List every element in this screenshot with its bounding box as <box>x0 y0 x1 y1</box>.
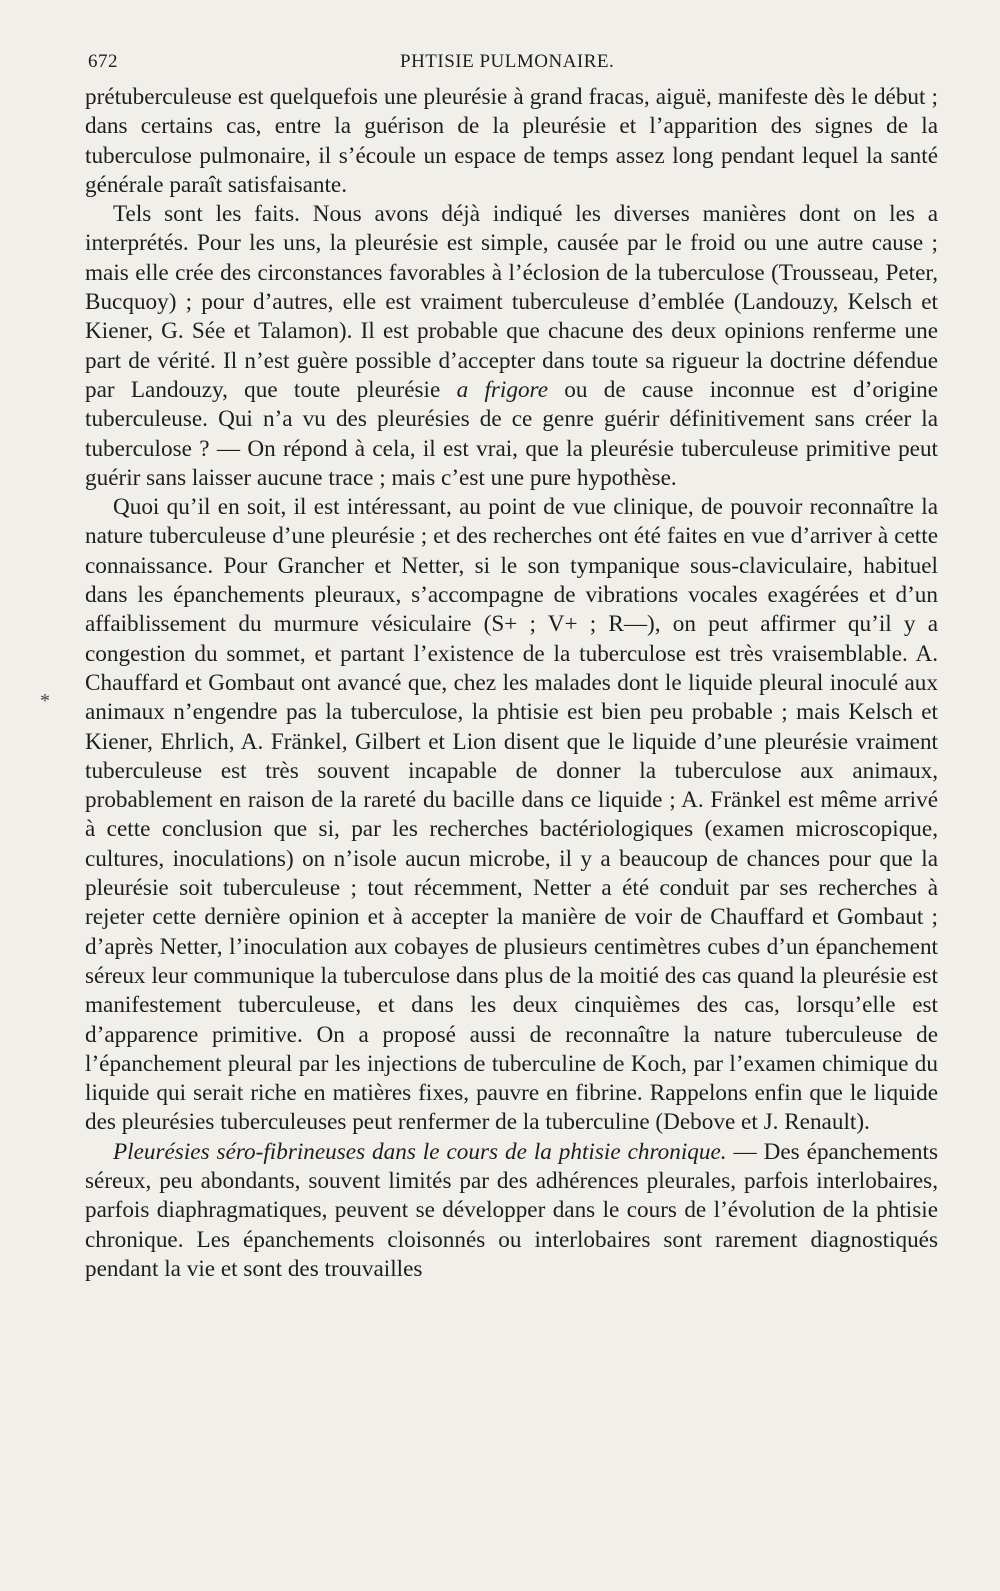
section-heading-italic: Pleurésies séro-fibrineuses dans le cours de la phtisie chronique. <box>113 1138 727 1165</box>
paragraph-continuation: prétuberculeuse est quelquefois une pleurésie à grand fracas, aiguë, manifeste dès le début ; dans certains cas, entre la guérison de la pleurésie et l’apparition des signes de la tuberculose pulmonaire, il s’écoule un espace de temps assez long pendant lequel la santé générale paraît satisfaisante. <box>85 84 938 198</box>
italic-term: a frigore <box>456 376 548 403</box>
paragraph-text: Tels sont les faits. Nous avons déjà indiqué les diverses manières dont on les a interprétés. Pour les uns, la pleurésie est simple, causée par le froid ou une autre cause ; mais elle crée des circonstances favorables à l’éclosion de la tuberculose (Trousseau, Peter, Bucquoy) ; pour d’autres, elle est vraiment tuberculeuse d’emblée (Landouzy, Kelsch et Kiener, G. Sée et Talamon). Il est probable que chacune des deux opinions renferme une part de vérité. Il n’est guère possible d’accepter dans toute sa rigueur la doctrine défendue par Landouzy, que toute pleurésie <box>85 201 938 403</box>
paragraph-text: — Des épanchements séreux, peu abondants, souvent limités par des adhérences pleurales, parfois interlobaires, parfois diaphragmatiques, peuvent se développer dans le cours de l’évolution de la phtisie chronique. Les épanchements cloisonnés ou interlobaires sont rarement diagnostiqués pendant la vie et sont des trouvailles <box>85 1138 938 1282</box>
page-number: 672 <box>88 51 118 72</box>
paragraph-interpretations <box>85 200 938 493</box>
margin-annotation-mark: * <box>40 690 50 712</box>
paragraph-text: ou de cause inconnue est d’origine tuberculeuse. Qui n’a vu des pleurésies de ce genre guérir définitivement sans créer la tuberculose ? — On répond à cela, il est vrai, que la pleurésie tuberculeuse primitive peut guérir sans laisser aucune trace ; mais c’est une pure hypothèse. <box>85 376 938 491</box>
body-text <box>85 83 938 1284</box>
running-header <box>85 45 938 83</box>
paragraph-diagnosis: Quoi qu’il en soit, il est intéressant, au point de vue clinique, de pouvoir reconnaître la nature tuberculeuse d’une pleurésie ; et des recherches ont été faites en vue d’arriver à cette connaissance. Pour Grancher et Netter, si le son tympanique sous-claviculaire, habituel dans les épanchements pleuraux, s’accompagne de vibrations vocales exagérées et d’un affaiblissement du murmure vésiculaire (S+ ; V+ ; R—), on peut affirmer qu’il y a congestion du sommet, et partant l’existence de la tuberculose est très vraisemblable. A. Chauffard et Gombaut ont avancé que, chez les malades dont le liquide pleural inoculé aux animaux n’engendre pas la tuberculose, la phtisie est bien peu probable ; mais Kelsch et Kiener, Ehrlich, A. Fränkel, Gilbert et Lion disent que le liquide d’une pleurésie vraiment tuberculeuse est très souvent incapable de donner la tuberculose aux animaux, probablement en raison de la rareté du bacille dans ce liquide ; A. Fränkel est même arrivé à cette conclusion que si, par les recherches bactériologiques (examen microscopique, cultures, inoculations) on n’isole aucun microbe, il y a beaucoup de chances pour que la pleurésie soit tuberculeuse ; tout récemment, Netter a été conduit par ses recherches à rejeter cette dernière opinion et à accepter la manière de voir de Chauffard et Gombaut ; d’après Netter, l’inoculation aux cobayes de plusieurs centimètres cubes d’un épanchement séreux leur communique la tuberculose dans plus de la moitié des cas quand la pleurésie est manifestement tuberculeuse, et dans les deux cinquièmes des cas, lorsqu’elle est d’apparence primitive. On a proposé aussi de reconnaître la nature tuberculeuse de l’épanchement pleural par les injections de tuberculine de Koch, par l’examen chimique du liquide qui serait riche en matières fixes, pauvre en fibrine. Rappelons enfin que le liquide des pleurésies tuberculeuses peut renfermer de la tuberculine (Debove et J. Renault). <box>85 494 938 1136</box>
running-title: PHTISIE PULMONAIRE. <box>400 51 615 72</box>
paragraph-chronic-pleurisy <box>85 1138 938 1284</box>
